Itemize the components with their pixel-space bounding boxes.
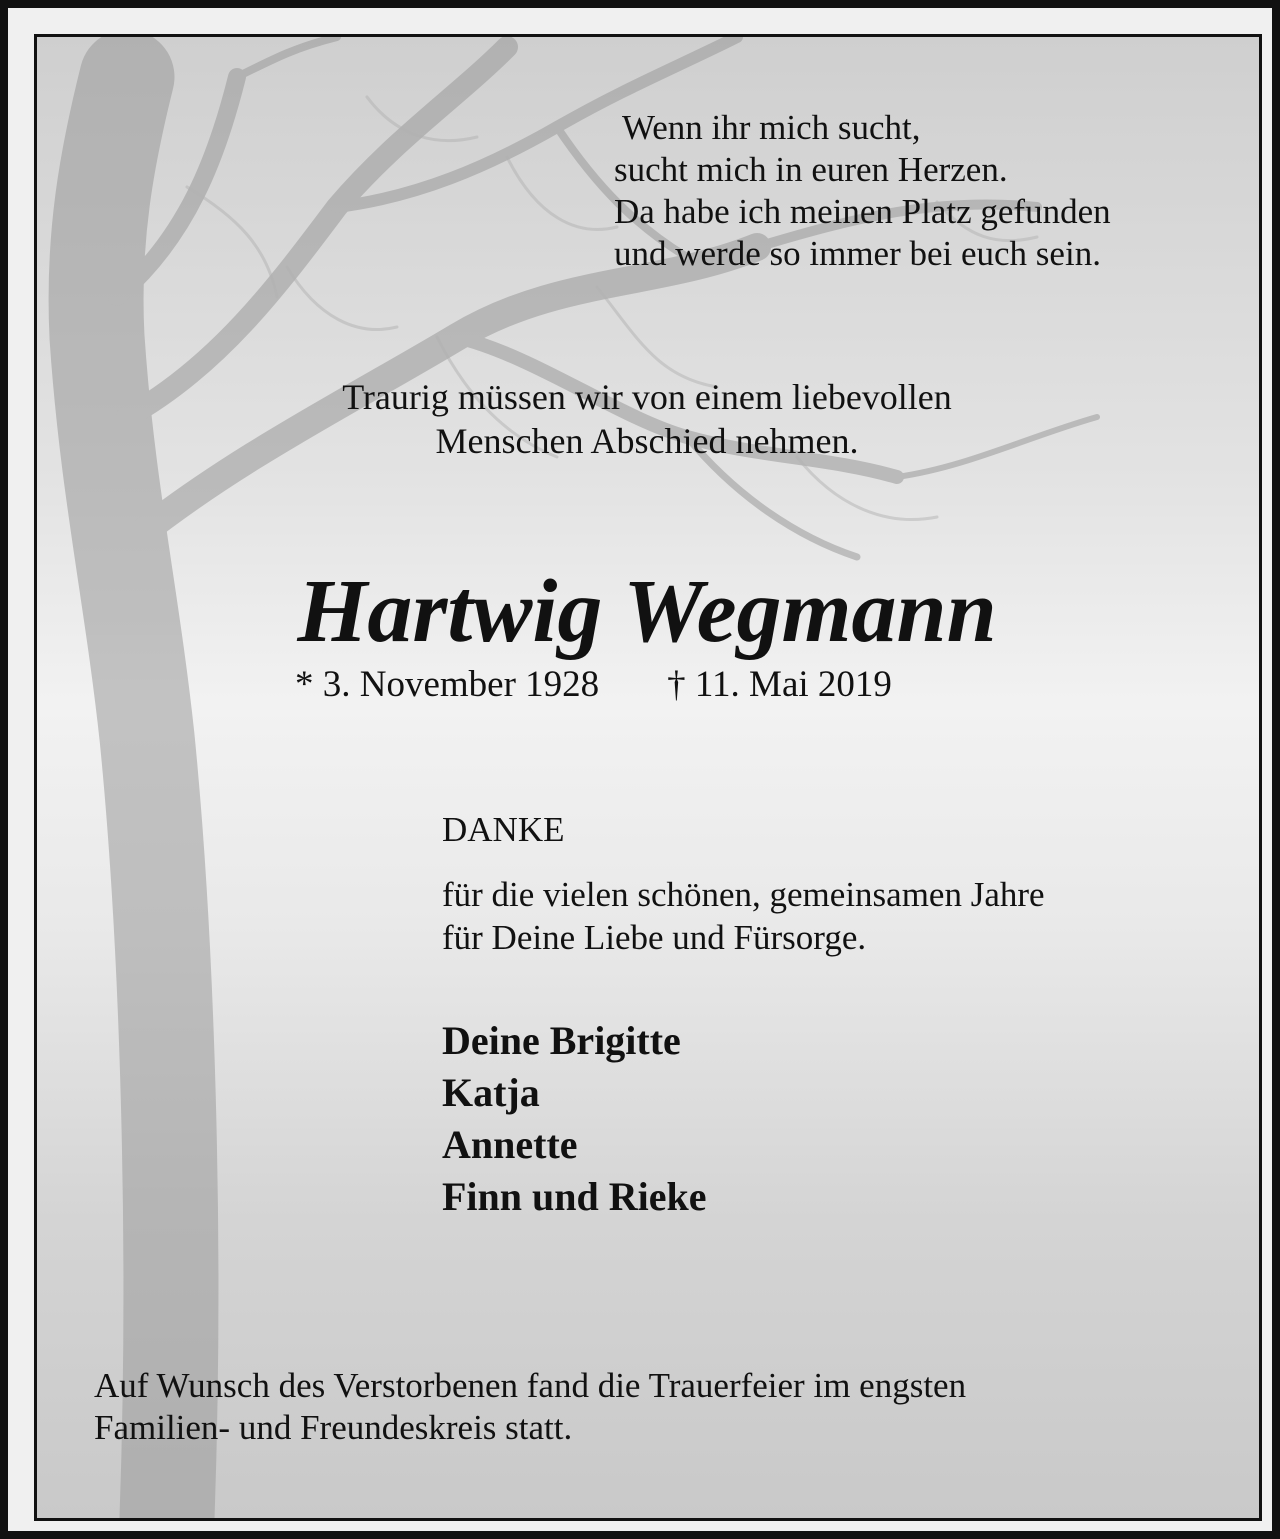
intro-line: Traurig müssen wir von einem liebevollen	[342, 377, 952, 417]
thanks-text	[442, 873, 1045, 959]
poem-line: und werde so immer bei euch sein.	[614, 234, 1101, 273]
birth-date: * 3. November 1928	[295, 664, 600, 705]
poem-line: Da habe ich meinen Platz gefunden	[614, 192, 1111, 231]
thanks-line: für die vielen schönen, gemeinsamen Jahre	[442, 875, 1045, 914]
intro-line: Menschen Abschied nehmen.	[435, 421, 859, 461]
signer-name: Annette	[442, 1122, 578, 1167]
intro-text	[237, 375, 1057, 463]
signer-name: Katja	[442, 1070, 540, 1115]
footer-line: Familien- und Freundeskreis statt.	[94, 1408, 573, 1447]
signers	[442, 1015, 707, 1223]
signer-name: Finn und Rieke	[442, 1174, 707, 1219]
thanks-line: für Deine Liebe und Fürsorge.	[442, 918, 867, 957]
poem-line: Wenn ihr mich sucht,	[622, 108, 921, 147]
life-dates	[295, 663, 892, 707]
signer-name: Deine Brigitte	[442, 1018, 681, 1063]
death-date: † 11. Mai 2019	[667, 664, 892, 705]
thanks-heading: DANKE	[442, 810, 565, 849]
footer-line: Auf Wunsch des Verstorbenen fand die Trauerfeier im engsten	[94, 1366, 967, 1405]
footer-note	[94, 1365, 966, 1449]
notice-panel	[34, 34, 1262, 1521]
poem-line: sucht mich in euren Herzen.	[614, 150, 1008, 189]
poem	[614, 107, 1111, 275]
deceased-name: Hartwig Wegmann	[297, 562, 997, 661]
